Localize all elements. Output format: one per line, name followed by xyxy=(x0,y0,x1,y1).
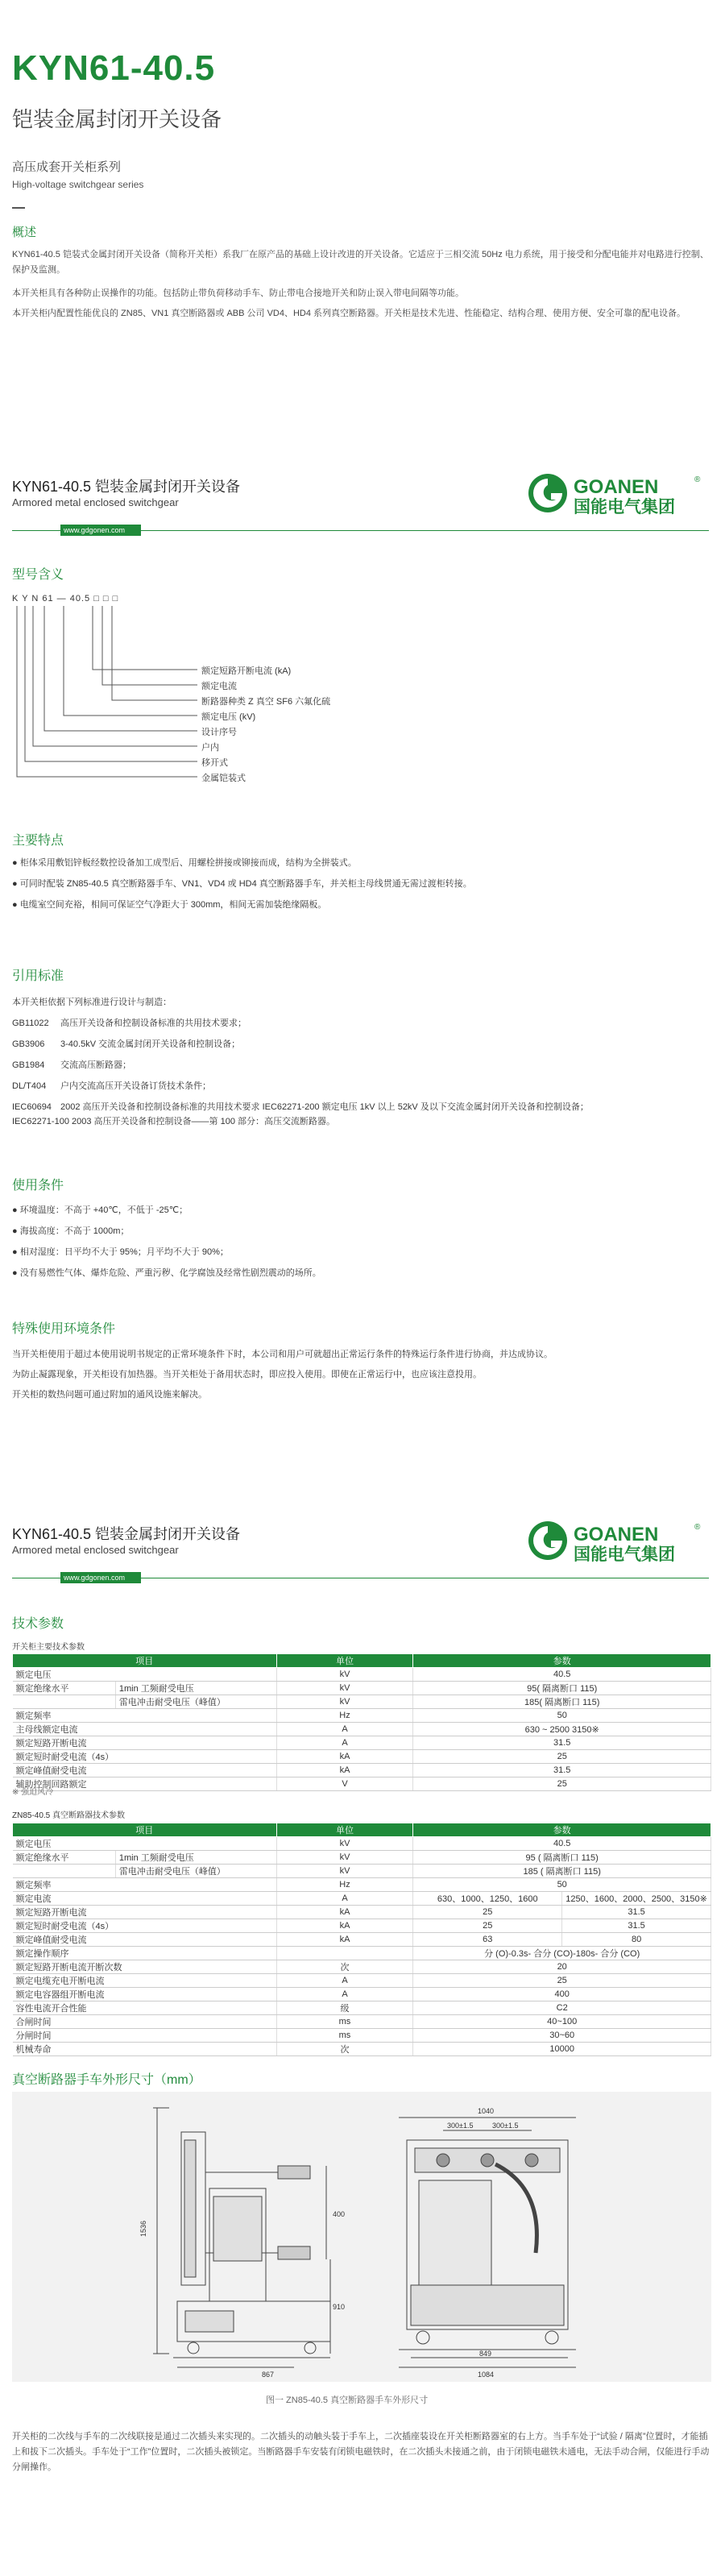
cell-subitem: 1min 工频耐受电压 xyxy=(115,1682,276,1695)
special-title: 特殊使用环境条件 xyxy=(12,1322,116,1336)
logo-icon xyxy=(524,469,725,517)
conditions-title: 使用条件 xyxy=(12,1179,64,1193)
model-item-0: 额定短路开断电流 (kA) xyxy=(201,666,292,676)
cell-value: 31.5 xyxy=(562,1906,711,1919)
standard-row-0: GB11022 高压开关设备和控制设备标准的共用技术要求； xyxy=(12,1018,246,1028)
cell-unit: kV xyxy=(276,1837,413,1851)
cell-value: 185 ( 隔离断口 115) xyxy=(413,1865,711,1878)
table2-header-unit: 单位 xyxy=(276,1823,413,1837)
table-row xyxy=(13,1709,711,1723)
tech-title: 技术参数 xyxy=(12,1617,64,1631)
features-title: 主要特点 xyxy=(12,834,64,848)
cell-unit xyxy=(276,1947,413,1960)
logo2-en: GOANEN xyxy=(574,1524,659,1545)
cell-value: 20 xyxy=(413,1960,711,1974)
cell-unit: kA xyxy=(276,1933,413,1947)
table-row xyxy=(13,2043,711,2056)
cell-item: 额定短路开断电流开断次数 xyxy=(13,1960,277,1974)
cell-item: 额定操作顺序 xyxy=(13,1947,277,1960)
cell-value: 400 xyxy=(413,1988,711,2001)
drawing-caption: 图一 ZN85-40.5 真空断路器手车外形尺寸 xyxy=(266,2396,429,2405)
cell-item: 额定绝缘水平 xyxy=(13,1851,116,1865)
band-title-en: Armored metal enclosed switchgear xyxy=(12,496,179,508)
cell-unit: 级 xyxy=(276,2001,413,2015)
cell-value: 185( 隔离断口 115) xyxy=(413,1695,711,1709)
table2-caption: ZN85-40.5 真空断路器技术参数 xyxy=(12,1811,126,1820)
cell-value: 630 ~ 2500 3150※ xyxy=(413,1723,711,1736)
table-row xyxy=(13,2015,711,2029)
cell-item: 辅助控制回路额定 xyxy=(13,1777,277,1791)
overview-p2: 本开关柜具有各种防止误操作的功能。包括防止带负荷移动手车、防止带电合接地开关和防止误入带电间隔等功能。 xyxy=(12,288,464,298)
condition-item-3: ● 没有易燃性气体、爆炸危险、严重污秽、化学腐蚀及经常性剧烈震动的场所。 xyxy=(12,1268,321,1278)
cell-value: 80 xyxy=(562,1933,711,1947)
table1-note: ※ 强迫风冷 xyxy=(12,1788,54,1797)
overview-p1: KYN61-40.5 铠装式金属封闭开关设备（简称开关柜）系我厂在原产品的基础上设计改进的开关设备。它适应于三相交流 50Hz 电力系统，用于接受和分配电能并对电路进行控制、保护及监测。 xyxy=(12,250,709,275)
band-title: KYN61-40.5 铠装金属封闭开关设备 xyxy=(12,479,241,495)
cell-item xyxy=(13,1695,116,1709)
cell-unit: kA xyxy=(276,1919,413,1933)
cell-value: 31.5 xyxy=(562,1919,711,1933)
cell-item: 额定短时耐受电流（4s） xyxy=(13,1919,277,1933)
table-breaker-params xyxy=(12,1823,711,2056)
company-logo-2 xyxy=(524,1516,725,1565)
table-row xyxy=(13,1892,711,1906)
cell-unit: kV xyxy=(276,1682,413,1695)
standard-row-3: DL/T404 户内交流高压开关设备订货技术条件； xyxy=(12,1081,211,1091)
feature-item-2: ● 电缆室空间充裕，相间可保证空气净距大于 300mm，相间无需加装绝缘隔板。 xyxy=(12,900,327,910)
cell-unit: A xyxy=(276,1723,413,1736)
cell-item: 额定电缆充电开断电流 xyxy=(13,1974,277,1988)
cell-value: 50 xyxy=(413,1709,711,1723)
cell-subitem: 雷电冲击耐受电压（峰值） xyxy=(115,1865,276,1878)
dim-300a: 300±1.5 xyxy=(447,2122,474,2130)
table2-header-item: 项目 xyxy=(13,1823,277,1837)
table-row xyxy=(13,1988,711,2001)
table-row xyxy=(13,1736,711,1750)
overview-label: 概述 xyxy=(12,226,37,239)
cell-value: 31.5 xyxy=(413,1736,711,1750)
cell-unit: kV xyxy=(276,1695,413,1709)
cell-unit: Hz xyxy=(276,1878,413,1892)
table1-header-value: 参数 xyxy=(413,1654,711,1668)
band2-title: KYN61-40.5 铠装金属封闭开关设备 xyxy=(12,1526,241,1542)
cell-value: 1250、1600、2000、2500、3150※ xyxy=(562,1892,711,1906)
cell-value: 30~60 xyxy=(413,2029,711,2043)
cell-value: 95 ( 隔离断口 115) xyxy=(413,1851,711,1865)
table1-header-item: 项目 xyxy=(13,1654,277,1668)
cell-value: 63 xyxy=(413,1933,562,1947)
dim-400: 400 xyxy=(333,2210,346,2218)
table-row xyxy=(13,1837,711,1851)
table-row xyxy=(13,1906,711,1919)
table-row xyxy=(13,1919,711,1933)
overview-p3: 本开关柜内配置性能优良的 ZN85、VN1 真空断路器或 ABB 公司 VD4、HD4 系列真空断路器。开关柜是技术先进、性能稳定、结构合理、使用方便、安全可靠的配电设备。 xyxy=(12,309,686,318)
model-item-5: 户内 xyxy=(201,743,219,753)
cell-item: 额定电压 xyxy=(13,1668,277,1682)
series-en: High-voltage switchgear series xyxy=(12,179,144,190)
cell-unit: V xyxy=(276,1777,413,1791)
cell-unit: A xyxy=(276,1736,413,1750)
cell-item: 额定短时耐受电流（4s） xyxy=(13,1750,277,1764)
table-row xyxy=(13,1974,711,1988)
drawing-panel xyxy=(12,2092,711,2382)
standard-row-4: IEC60694 2002 高压开关设备和控制设备标准的共用技术要求 IEC62271-200 额定电压 1kV 以上 52kV 及以下交流金属封闭开关设备和控制设备； xyxy=(12,1102,589,1112)
cell-item: 主母线额定电流 xyxy=(13,1723,277,1736)
table-row xyxy=(13,1682,711,1695)
special-p3: 开关柜的数热问题可通过附加的通风设施来解决。 xyxy=(12,1390,207,1400)
standard-row-2: GB1984 交流高压断路器； xyxy=(12,1060,131,1070)
drawing-footer: 开关柜的二次线与手车的二次线联接是通过二次插头来实现的。二次插头的动触头装于手车上，二次插座装设在开关柜断路器室的右上方。当手车处于“试验 / 隔离”位置时，才能插上和拔下二次插头。手车处于“工作”位置时，二次插头被锁定。当断路器手车安装有闭锁电磁铁时，在二次插头未接通之前，由于闭锁电磁铁未通电，无法手动合闸，仅能进行手动分闸操作。 xyxy=(12,2432,710,2472)
logo2-cn: 国能电气集团 xyxy=(574,1545,675,1564)
cell-item xyxy=(13,1865,116,1878)
cell-unit: 次 xyxy=(276,1960,413,1974)
table-row xyxy=(13,1851,711,1865)
condition-item-2: ● 相对湿度：日平均不大于 95%；月平均不大于 90%； xyxy=(12,1247,229,1257)
product-model: KYN61-40.5 xyxy=(12,48,216,88)
cell-value: 40.5 xyxy=(413,1668,711,1682)
table1-header-unit: 单位 xyxy=(276,1654,413,1668)
model-item-2: 断路器种类 Z 真空 SF6 六氟化硫 xyxy=(201,697,331,707)
standards-title: 引用标准 xyxy=(12,969,64,983)
model-item-7: 金属铠装式 xyxy=(201,774,246,783)
model-item-1: 额定电流 xyxy=(201,682,237,691)
cell-item: 额定电流 xyxy=(13,1892,277,1906)
cell-unit: kV xyxy=(276,1865,413,1878)
logo-icon-2 xyxy=(524,1516,725,1565)
dim-910: 910 xyxy=(333,2303,346,2311)
website-url: www.gdgonen.com xyxy=(60,525,141,536)
product-name: 铠装金属封闭开关设备 xyxy=(12,107,222,131)
table-row xyxy=(13,1947,711,1960)
dim-300b: 300±1.5 xyxy=(492,2122,519,2130)
table-switchgear-params xyxy=(12,1653,711,1791)
cell-value: 40.5 xyxy=(413,1837,711,1851)
cell-unit: kV xyxy=(276,1851,413,1865)
cell-value: 50 xyxy=(413,1878,711,1892)
divider xyxy=(12,207,25,209)
model-item-6: 移开式 xyxy=(201,758,228,768)
cell-value: 31.5 xyxy=(413,1764,711,1777)
website-url-2: www.gdgonen.com xyxy=(60,1572,141,1583)
table-row xyxy=(13,2029,711,2043)
condition-item-0: ● 环境温度：不高于 +40℃，不低于 -25℃； xyxy=(12,1205,188,1215)
feature-item-0: ● 柜体采用敷铝锌板经数控设备加工成型后、用螺栓拼接或铆接而成，结构为全拼装式。 xyxy=(12,858,357,868)
cell-item: 额定电容器组开断电流 xyxy=(13,1988,277,2001)
cell-value: 25 xyxy=(413,1974,711,1988)
band2-title-en: Armored metal enclosed switchgear xyxy=(12,1544,179,1556)
logo-cn: 国能电气集团 xyxy=(574,498,675,516)
cell-value: 25 xyxy=(413,1906,562,1919)
cell-unit: kA xyxy=(276,1750,413,1764)
model-meaning-diagram xyxy=(12,604,254,782)
dim-1040: 1040 xyxy=(478,2107,495,2115)
table2-header-value: 参数 xyxy=(413,1823,711,1837)
cell-value: 10000 xyxy=(413,2043,711,2056)
cell-item: 合闸时间 xyxy=(13,2015,277,2029)
cell-item: 额定峰值耐受电流 xyxy=(13,1764,277,1777)
dim-867: 867 xyxy=(262,2371,275,2379)
logo-reg: ® xyxy=(694,475,701,484)
condition-item-1: ● 海拔高度：不高于 1000m； xyxy=(12,1226,130,1236)
cell-item: 机械寿命 xyxy=(13,2043,277,2056)
cell-item: 额定短路开断电流 xyxy=(13,1906,277,1919)
drawing-title: 真空断路器手车外形尺寸（mm） xyxy=(12,2073,201,2087)
cell-unit: A xyxy=(276,1974,413,1988)
cell-item: 额定峰值耐受电流 xyxy=(13,1933,277,1947)
special-p1: 当开关柜使用于超过本使用说明书规定的正常环境条件下时，本公司和用户可就超出正常运行条件的特殊运行条件进行协商，并达成协议。 xyxy=(12,1350,553,1359)
table-row xyxy=(13,1865,711,1878)
special-p2: 为防止凝露现象，开关柜设有加热器。当开关柜处于备用状态时，即应投入使用。即使在正常运行中，也应该注意投用。 xyxy=(12,1370,482,1379)
table-row xyxy=(13,1933,711,1947)
cell-item: 额定绝缘水平 xyxy=(13,1682,116,1695)
cell-subitem: 雷电冲击耐受电压（峰值） xyxy=(115,1695,276,1709)
logo-en: GOANEN xyxy=(574,476,659,498)
cell-value: 40~100 xyxy=(413,2015,711,2029)
table-row xyxy=(13,1764,711,1777)
dim-849: 849 xyxy=(479,2350,492,2358)
table-row xyxy=(13,2001,711,2015)
cell-value: 25 xyxy=(413,1777,711,1791)
table-row xyxy=(13,1878,711,1892)
table2-header-row xyxy=(13,1823,711,1837)
dim-1084: 1084 xyxy=(478,2371,495,2379)
cell-item: 额定频率 xyxy=(13,1878,277,1892)
cell-value: 630、1000、1250、1600 xyxy=(413,1892,562,1906)
cell-unit: Hz xyxy=(276,1709,413,1723)
cell-subitem: 1min 工频耐受电压 xyxy=(115,1851,276,1865)
cell-value: 95( 隔离断口 115) xyxy=(413,1682,711,1695)
table1-header-row xyxy=(13,1654,711,1668)
cell-unit: ms xyxy=(276,2015,413,2029)
cell-unit: kA xyxy=(276,1764,413,1777)
table-row xyxy=(13,1695,711,1709)
table-row xyxy=(13,1960,711,1974)
table1-caption: 开关柜主要技术参数 xyxy=(12,1643,85,1652)
table-row xyxy=(13,1750,711,1764)
model-item-4: 设计序号 xyxy=(201,728,237,737)
cell-unit: A xyxy=(276,1988,413,2001)
company-logo xyxy=(524,469,725,517)
standards-intro: 本开关柜依据下列标准进行设计与制造： xyxy=(12,998,172,1007)
model-item-3: 额定电压 (kV) xyxy=(201,712,256,722)
cell-value: 25 xyxy=(413,1919,562,1933)
cell-unit: 次 xyxy=(276,2043,413,2056)
series-cn: 高压成套开关柜系列 xyxy=(12,160,122,174)
feature-item-1: ● 可同时配装 ZN85-40.5 真空断路器手车、VN1、VD4 或 HD4 真空断路器手车，并关柜主母线贯通无需过渡柜转接。 xyxy=(12,879,472,889)
standard-extra: IEC62271-100 2003 高压开关设备和控制设备——第 100 部分：高压交流断路器。 xyxy=(12,1117,335,1126)
model-code: K Y N 61 — 40.5 □ □ □ xyxy=(12,594,119,604)
logo2-reg: ® xyxy=(694,1523,701,1532)
cell-item: 额定短路开断电流 xyxy=(13,1736,277,1750)
cell-value: C2 xyxy=(413,2001,711,2015)
cell-value: 分 (O)-0.3s- 合分 (CO)-180s- 合分 (CO) xyxy=(413,1947,711,1960)
dim-1536: 1536 xyxy=(139,2220,147,2237)
cell-unit: ms xyxy=(276,2029,413,2043)
table-row xyxy=(13,1723,711,1736)
table-row xyxy=(13,1777,711,1791)
truck-outline-drawing xyxy=(12,2092,711,2382)
cell-unit: kV xyxy=(276,1668,413,1682)
cell-value: 25 xyxy=(413,1750,711,1764)
standard-row-1: GB3906 3-40.5kV 交流金属封闭开关设备和控制设备； xyxy=(12,1039,241,1049)
model-meaning-title: 型号含义 xyxy=(12,568,64,582)
cell-item: 额定频率 xyxy=(13,1709,277,1723)
cell-item: 容性电流开合性能 xyxy=(13,2001,277,2015)
cell-item: 额定电压 xyxy=(13,1837,277,1851)
cell-unit: A xyxy=(276,1892,413,1906)
cell-unit: kA xyxy=(276,1906,413,1919)
table-row xyxy=(13,1668,711,1682)
cell-item: 分闸时间 xyxy=(13,2029,277,2043)
